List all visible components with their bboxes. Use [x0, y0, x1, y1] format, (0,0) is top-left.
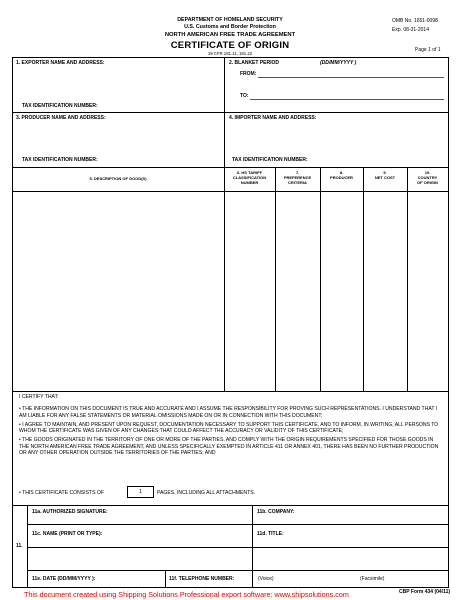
- col-net-cost-line1: 9.: [383, 170, 387, 175]
- col-description-label: 5. DESCRIPTION OF GOOD(S): [89, 176, 147, 181]
- col9-divider: [363, 167, 364, 391]
- certify-accuracy: • THE INFORMATION ON THIS DOCUMENT IS TRUE AND ACCURATE AND I ASSUME THE RESPONSIBILITY FOR PROVING SUCH REPRESENTATIONS. I UNDERSTAND THAT I AM LIABLE FOR ANY FALSE STATEMENTS OR MATERIAL OMISSIONS MADE ON OR IN CONNECTION WITH THIS DOCUMENT;: [19, 406, 438, 419]
- title-label[interactable]: 11d. TITLE:: [257, 531, 284, 537]
- col-hs-tariff-header: [224, 170, 275, 185]
- col-country-line2: COUNTRY: [417, 175, 438, 180]
- fax-phone-field[interactable]: (Facsimile): [360, 576, 385, 582]
- col-producer-line1: 8.: [339, 170, 344, 175]
- form-top-border: [12, 57, 449, 58]
- agency-heading: U.S. Customs and Border Protection: [184, 24, 276, 30]
- col-producer-header: [320, 170, 363, 180]
- name-label[interactable]: 11c. NAME (PRINT OR TYPE):: [32, 531, 103, 537]
- form-title: CERTIFICATE OF ORIGIN: [170, 40, 290, 51]
- box1-bottom-border: [12, 112, 224, 113]
- signature-section-number: 11.: [16, 543, 23, 549]
- certify-intro: I CERTIFY THAT:: [19, 394, 59, 400]
- certify-pages-prefix: • THIS CERTIFICATE CONSISTS OF: [19, 490, 104, 496]
- signature-top-border: [12, 505, 449, 506]
- importer-label: 4. IMPORTER NAME AND ADDRESS:: [229, 115, 317, 121]
- to-field-line[interactable]: [250, 99, 444, 100]
- col-producer-line2: PRODUCER: [330, 175, 353, 180]
- company-label[interactable]: 11b. COMPANY:: [257, 509, 295, 515]
- col6-divider: [224, 167, 225, 391]
- signature-number-divider: [27, 505, 28, 587]
- authorized-signature-label[interactable]: 11a. AUTHORIZED SIGNATURE:: [32, 509, 108, 515]
- certify-origin: • THE GOODS ORIGINATED IN THE TERRITORY OF ONE OR MORE OF THE PARTIES, AND COMPLY WITH THE ORIGIN REQUIREMENTS SPECIFIED FOR THOSE GOODS IN THE NORTH AMERICAN FREE TRADE AGREEMENT, AND UNLESS SPECIFICALLY EXEMPTED IN ARTICLE 411 OR ANNEX 401, THERE HAS BEEN NO FURTHER PRODUCTION OR ANY OTHER OPERATION OUTSIDE THE TERRITORIES OF THE PARTIES; AND: [19, 437, 439, 457]
- producer-tax-id-label: TAX IDENTIFICATION NUMBER:: [22, 157, 98, 163]
- col-preference-line1: 7.: [295, 170, 300, 175]
- dept-heading: DEPARTMENT OF HOMELAND SECURITY: [177, 17, 283, 23]
- col10-divider: [407, 167, 408, 391]
- cfr-reference: 19 CFR 181.11, 181.22: [207, 51, 253, 56]
- exporter-tax-id-label: TAX IDENTIFICATION NUMBER:: [22, 103, 98, 109]
- blanket-period-label: 2. BLANKET PERIOD: [229, 60, 280, 66]
- cbp-form-number: CBP Form 434 (04/11): [399, 589, 451, 595]
- signature-row1-border: [27, 524, 449, 525]
- certification-section: [19, 394, 441, 459]
- date-phone-divider: [165, 570, 166, 587]
- signature-row3-border: [27, 570, 449, 571]
- to-label: TO:: [240, 93, 249, 99]
- promo-footer[interactable]: This document created using Shipping Solutions Professional export software: www.shipsolutions.com: [24, 590, 349, 599]
- certify-maintain-docs: • I AGREE TO MAINTAIN, AND PRESENT UPON REQUEST, DOCUMENTATION NECESSARY TO SUPPORT THIS CERTIFICATE, AND TO INFORM, IN WRITING, ALL PERSONS TO WHOM THE CERTIFICATE WAS GIVEN OF ANY CHANGES THAT COULD AFFECT THE ACCURACY OR VALIDITY OF THIS CERTIFICATE;: [19, 421, 439, 435]
- from-label: FROM:: [240, 71, 257, 77]
- col7-divider: [275, 167, 276, 391]
- col-preference-header: [275, 170, 320, 185]
- signature-center-divider: [252, 505, 253, 587]
- from-field-line[interactable]: [258, 77, 444, 78]
- signature-row2-border: [27, 547, 449, 548]
- date-label[interactable]: 11e. DATE (DD/MM/YYYY ):: [32, 576, 96, 582]
- col8-divider: [320, 167, 321, 391]
- certify-pages-suffix: PAGES, INCLUDING ALL ATTACHMENTS.: [157, 490, 256, 496]
- voice-phone-field[interactable]: (Voice): [258, 576, 274, 582]
- exporter-label: 1. EXPORTER NAME AND ADDRESS:: [16, 60, 105, 66]
- col-net-cost-header: [363, 170, 407, 180]
- telephone-label: 11f. TELEPHONE NUMBER:: [169, 576, 235, 582]
- col-country-line3: OF ORIGIN: [417, 180, 438, 185]
- expiration-date: Exp. 08-31-2014: [392, 27, 429, 33]
- col-hs-tariff-line1: 6. HS TARIFF: [236, 170, 263, 175]
- col-hs-tariff-line3: NUMBER: [240, 180, 259, 185]
- form-right-border: [448, 57, 449, 587]
- col-preference-line3: CRITERIA: [288, 180, 307, 185]
- col-preference-line2: PREFERENCE: [283, 175, 312, 180]
- pages-count-field[interactable]: [127, 486, 154, 498]
- pages-count-value: 1: [138, 489, 143, 495]
- box2-bottom-border: [224, 112, 448, 113]
- importer-tax-id-label: TAX IDENTIFICATION NUMBER:: [232, 157, 308, 163]
- form-left-border: [12, 57, 13, 587]
- col-country-header: [407, 170, 448, 185]
- table-header-bottom: [12, 191, 449, 192]
- col-net-cost-line2: NET COST: [374, 175, 396, 180]
- table-top-border: [12, 167, 449, 168]
- omb-number: OMB No. 1651-0098: [392, 18, 438, 24]
- col-description-header: [12, 176, 224, 181]
- producer-label: 3. PRODUCER NAME AND ADDRESS:: [16, 115, 106, 121]
- form-bottom-border: [12, 587, 449, 588]
- blanket-period-format: (DD/MM/YYYY ): [320, 60, 357, 66]
- col-hs-tariff-line2: CLASSIFICATION: [232, 175, 267, 180]
- table-bottom-border: [12, 391, 449, 392]
- agreement-heading: NORTH AMERICAN FREE TRADE AGREEMENT: [164, 32, 296, 38]
- page-count: Page 1 of 1: [415, 47, 441, 53]
- col-country-line1: 10.: [424, 170, 431, 175]
